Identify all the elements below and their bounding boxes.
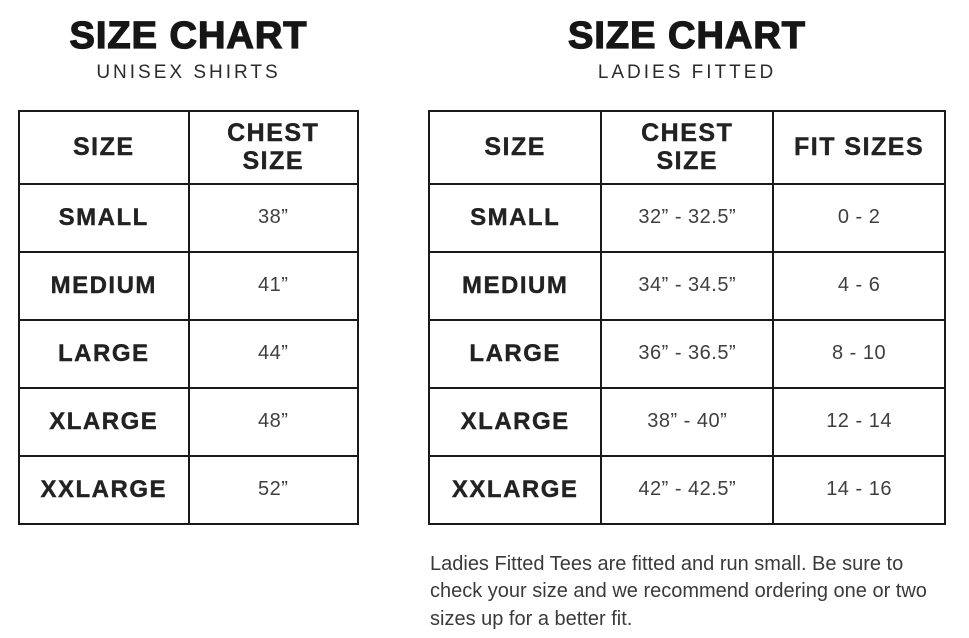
size-cell [429,456,601,524]
size-cell [429,252,601,320]
fit-sizes-cell [773,252,945,320]
table-row [19,184,358,252]
chest-size-value: 38” [258,206,289,229]
size-column-header-label: SIZE [484,132,546,161]
chest-size-cell [189,252,359,320]
fit-sizes-value: 4 - 6 [837,274,881,297]
chest-size-header-line2: SIZE [656,147,719,176]
fit-sizes-cell [773,456,945,524]
unisex-chart-subtitle: UNISEX SHIRTS [96,61,281,83]
chest-size-value: 36” - 36.5” [638,342,737,365]
size-cell [429,184,601,252]
unisex-size-table [18,110,359,525]
fit-sizes-value: 14 - 16 [826,478,892,501]
unisex-chart-panel [18,14,359,525]
size-label: SMALL [470,203,561,231]
chest-size-header-line1: CHEST [641,118,734,147]
fit-sizes-value: 0 - 2 [837,206,881,229]
table-row [429,320,945,388]
size-label: SMALL [58,203,149,231]
chest-size-cell [601,184,773,252]
fit-sizes-value: 8 - 10 [832,342,887,365]
chest-size-value: 32” - 32.5” [638,206,737,229]
size-column-header-label: SIZE [72,132,135,161]
table-row [19,252,358,320]
ladies-chart-subtitle: LADIES FITTED [597,61,777,83]
chest-size-cell [189,388,359,456]
table-row [429,456,945,524]
table-row [19,320,358,388]
chest-size-cell [189,320,359,388]
size-cell [19,456,189,524]
size-label: LARGE [469,339,561,367]
table-row [429,252,945,320]
table-row [19,456,358,524]
chest-size-column-header [189,111,359,184]
chest-size-value: 48” [258,410,289,433]
ladies-chart-title: SIZE CHART [568,15,806,57]
chest-size-cell [601,388,773,456]
fit-sizes-column-header [773,111,945,184]
chest-size-value: 44” [258,342,289,365]
chest-size-value: 38” - 40” [647,410,728,433]
fit-sizes-cell [773,388,945,456]
chest-size-value: 42” - 42.5” [638,478,737,501]
size-cell [19,184,189,252]
size-label: XLARGE [49,407,159,435]
unisex-chart-title: SIZE CHART [69,15,308,57]
fit-sizes-cell [773,184,945,252]
table-row [19,388,358,456]
size-column-header [19,111,189,184]
ladies-fit-note: Ladies Fitted Tees are fitted and run small. Be sure to check your size and we recommend ordering one or two sizes up for a better fit. [430,552,927,631]
chest-size-cell [601,456,773,524]
size-column-header [429,111,601,184]
fit-sizes-column-header-label: FIT SIZES [793,132,925,161]
size-cell [19,252,189,320]
chest-size-value: 34” - 34.5” [638,274,737,297]
ladies-size-table [428,110,946,525]
size-cell [429,388,601,456]
table-row [429,388,945,456]
chest-size-cell [601,252,773,320]
chest-size-value: 41” [258,274,289,297]
size-label: XLARGE [460,407,570,435]
chest-size-cell [189,184,359,252]
size-cell [429,320,601,388]
chest-size-column-header [601,111,773,184]
table-header-row [429,111,945,184]
size-label: XXLARGE [40,475,167,503]
fit-sizes-cell [773,320,945,388]
chest-size-cell [189,456,359,524]
chest-size-cell [601,320,773,388]
table-header-row [19,111,358,184]
table-row [429,184,945,252]
size-cell [19,388,189,456]
chest-size-header-line2: SIZE [242,147,305,176]
chest-size-header-line1: CHEST [227,118,320,147]
size-label: LARGE [58,339,150,367]
fit-sizes-value: 12 - 14 [826,410,892,433]
size-label: MEDIUM [462,271,569,299]
size-label: MEDIUM [50,271,157,299]
chest-size-value: 52” [258,478,289,501]
size-cell [19,320,189,388]
size-label: XXLARGE [451,475,579,503]
ladies-chart-panel [428,14,946,634]
